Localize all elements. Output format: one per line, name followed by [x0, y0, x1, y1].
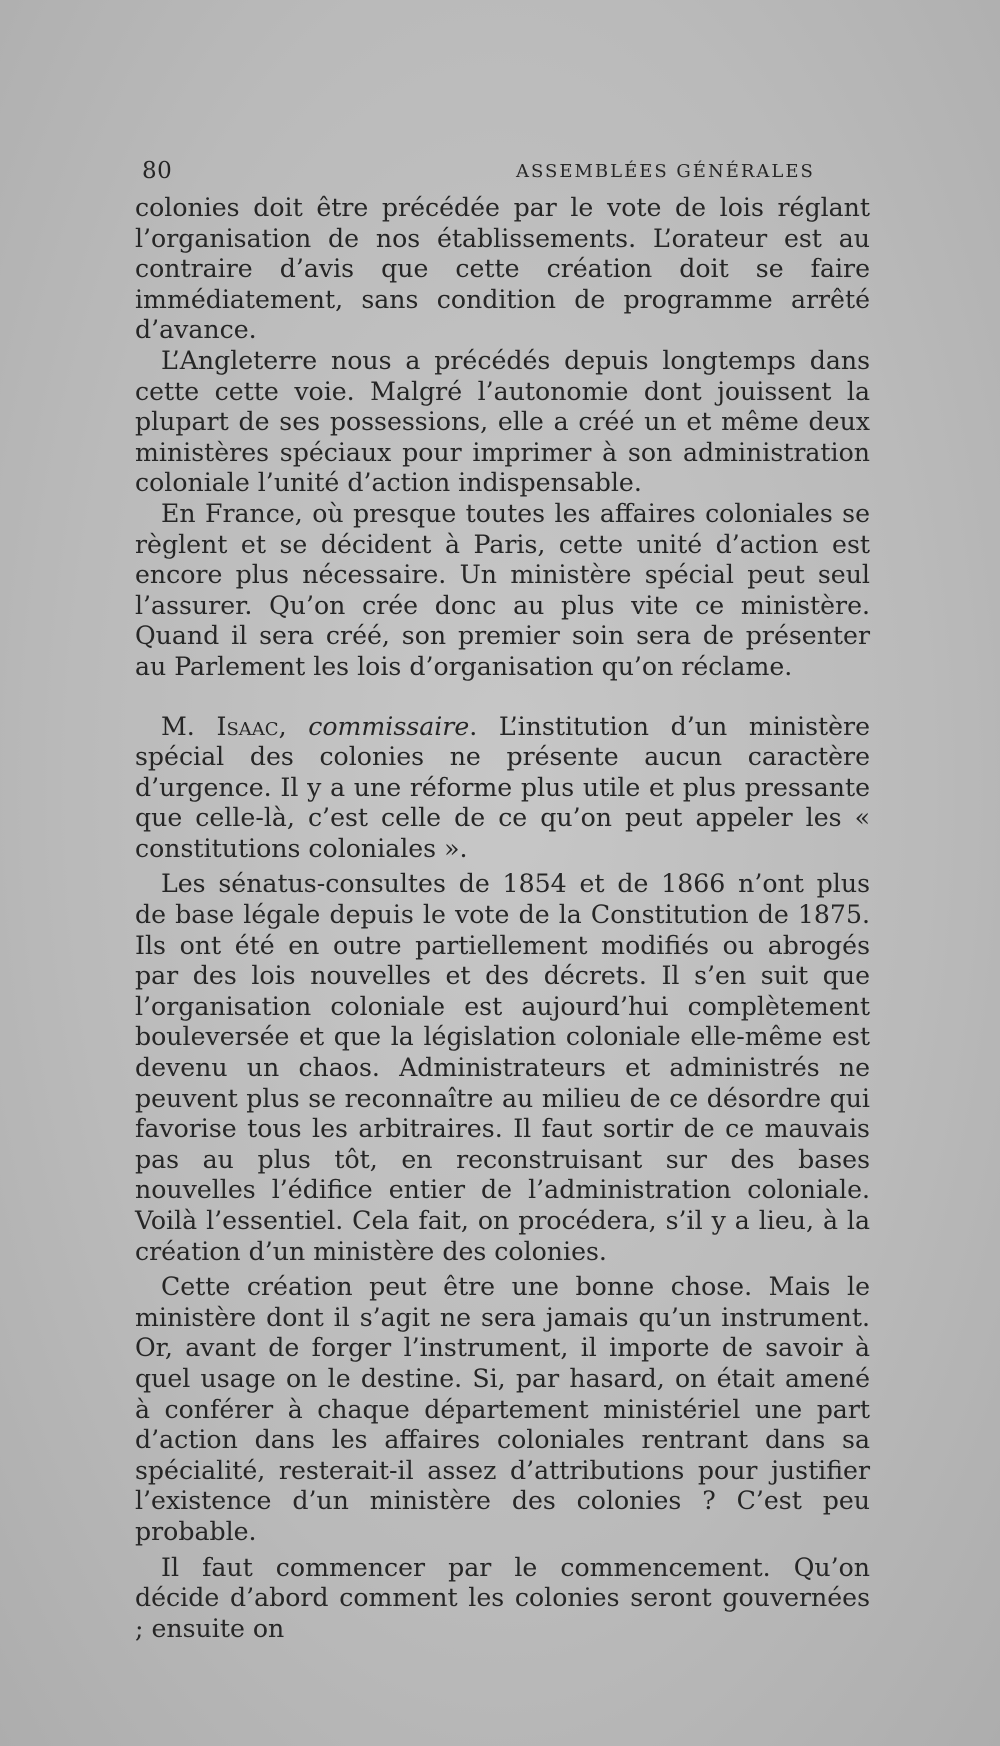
speaker-name: Isaac — [216, 711, 279, 741]
page-header — [136, 158, 866, 186]
running-title: ASSEMBLÉES GÉNÉRALES — [516, 161, 815, 182]
speaker-separator: , — [278, 711, 309, 741]
page-number: 80 — [142, 158, 173, 184]
paragraph-angleterre: L’Angleterre nous a précédés depuis longtemps dans cette cette voie. Malgré l’autonomie dont jouissent la plupart de ses possessions, elle a créé un et même deux ministères spéciaux pour imprimer à son administration coloniale l’unité d’action indispensable. — [135, 345, 870, 498]
speaker-statement: . L’institution d’un ministère spécial des colonies ne présente aucun caractère d’urgence. Il y a une réforme plus utile et plus pressante que celle-là, c’est celle de ce qu’on peut appeler les « constitutions coloniales ». — [135, 711, 870, 863]
paragraph-continued: colonies doit être précédée par le vote de lois réglant l’organisation de nos établissements. L’orateur est au contraire d’avis que cette création doit se faire immédiatement, sans condition de programme arrêté d’avance. — [135, 193, 870, 345]
paragraph-france: En France, où presque toutes les affaires coloniales se règlent et se décident à Paris, cette unité d’action est encore plus nécessaire. Un ministère spécial peut seul l’assurer. Qu’on crée donc au plus vite ce ministère. Quand il sera créé, son premier soin sera de présenter au Parlement les lois d’organisation qu’on réclame. — [135, 498, 870, 681]
speaker-role: commissaire — [308, 711, 470, 741]
body-text — [135, 193, 870, 1644]
paragraph-senatus-consultes: Les sénatus-consultes de 1854 et de 1866 n’ont plus de base légale depuis le vote de la Constitution de 1875. Ils ont été en outre partiellement modifiés ou abrogés par des lois nouvelles et des décrets. Il s’en suit que l’organisation coloniale est aujourd’hui complètement bouleversée et que la législation coloniale elle-même est devenu un chaos. Administrateurs et administrés ne peuvent plus se reconnaître au milieu de ce désordre qui favorise tous les arbitraires. Il faut sortir de ce mauvais pas au plus tôt, en reconstruisant sur des bases nouvelles l’édifice entier de l’administration coloniale. Voilà l’essentiel. Cela fait, on procédera, s’il y a lieu, à la création d’un ministère des colonies. — [135, 869, 870, 1266]
speaker-prefix: M. — [161, 711, 217, 741]
paragraph-commencement: Il faut commencer par le commencement. Qu’on décide d’abord comment les colonies seront gouvernées ; ensuite on — [135, 1552, 870, 1643]
paragraph-creation: Cette création peut être une bonne chose. Mais le ministère dont il s’agit ne sera jamais qu’un instrument. Or, avant de forger l’instrument, il importe de savoir à quel usage on le destine. Si, par hasard, on était amené à conférer à chaque département ministériel une part d’action dans les affaires coloniales rentrant dans sa spécialité, resterait-il assez d’attributions pour justifier l’existence d’un ministère des colonies ? C’est peu probable. — [135, 1272, 870, 1546]
paragraph-isaac — [135, 712, 870, 865]
